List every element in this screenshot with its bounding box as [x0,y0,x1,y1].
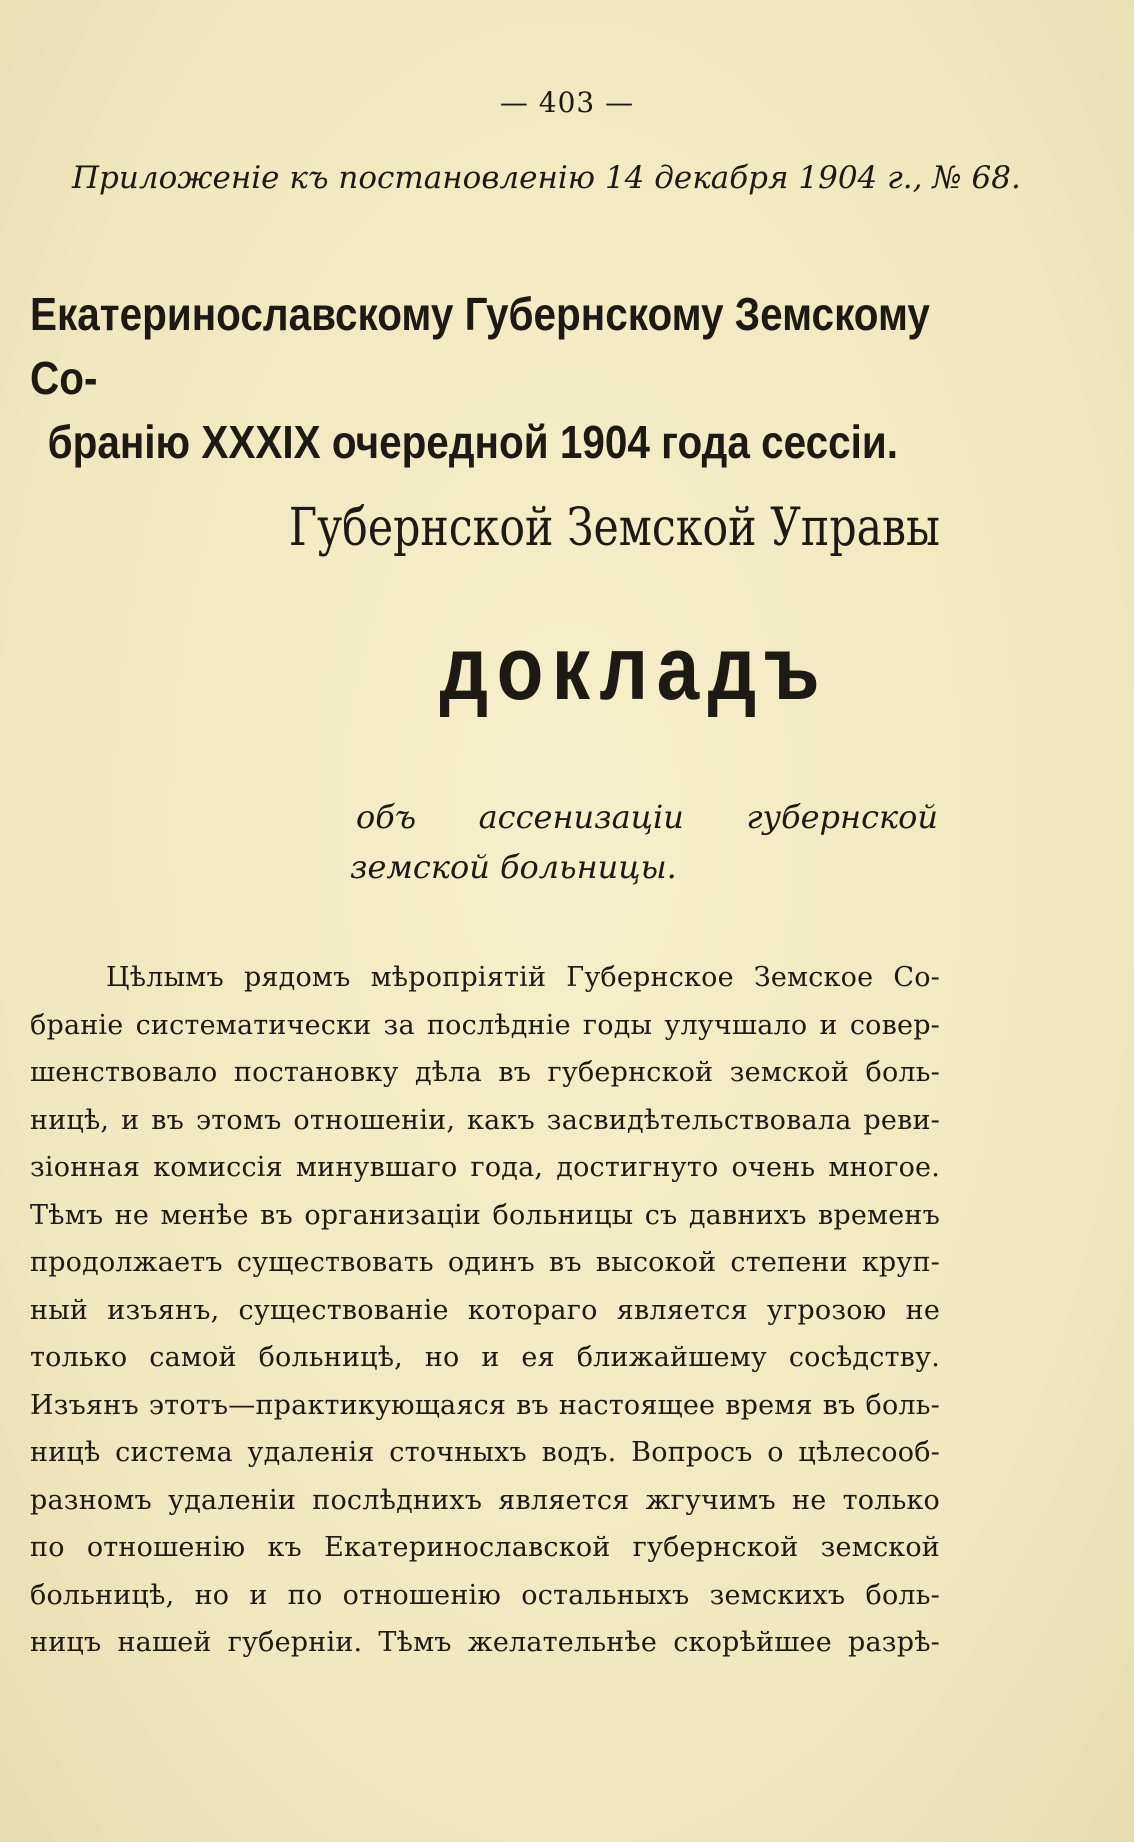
body-text [30,954,940,1667]
body-line: только самой больницѣ, но и ея ближайшему сосѣдству. [30,1342,940,1373]
body-line: больницѣ, но и по отношенію остальныхъ земскихъ боль- [30,1579,940,1611]
report-subject [350,792,938,892]
heading-line-2: бранію XXXIX очередной 1904 года сессіи. [47,416,898,468]
subject-line-1: объ ассенизаціи губернской [356,798,938,836]
document-heading [30,282,942,474]
body-line: Изъянъ этотъ—практикующаяся въ настоящее время въ боль- [30,1389,940,1421]
body-line: ницѣ система удаленія сточныхъ водъ. Вопросъ о цѣлесооб- [30,1437,940,1468]
body-line: зіонная комиссія минувшаго года, достигнуто очень многое. [30,1152,940,1183]
body-line: разномъ удаленіи послѣднихъ является жгучимъ не только [30,1484,940,1516]
board-title: Губернской Земской Управы [288,498,940,558]
body-line: шенствовало постановку дѣла въ губернской земской боль- [30,1057,940,1088]
body-line: продолжаетъ существовать одинъ въ высокой степени круп- [30,1247,940,1278]
subject-line-2: земской больницы. [350,848,677,886]
report-title: докладъ [439,619,828,719]
heading-line-1: Екатеринославскому Губернскому Земскому Со- [30,288,930,404]
appendix-note: Приложеніе къ постановленію 14 декабря 1904 г., № 68. [72,160,1021,196]
body-line: Тѣмъ не менѣе въ организаціи больницы съ давнихъ временъ [30,1199,940,1231]
body-line: по отношенію къ Екатеринославской губернской земской [30,1532,940,1563]
body-line: браніе систематически за послѣдніе годы улучшало и совер- [30,1009,940,1041]
page-number: — 403 — [499,86,635,119]
body-line: ный изъянъ, существованіе котораго является угрозою не [30,1294,940,1326]
body-line: ницъ нашей губерніи. Тѣмъ желательнѣе скорѣйшее разрѣ- [30,1627,940,1658]
body-line: Цѣлымъ рядомъ мѣропріятій Губернское Земское Со- [106,962,940,993]
body-line: ницѣ, и въ этомъ отношеніи, какъ засвидѣтельствовала реви- [30,1104,940,1136]
